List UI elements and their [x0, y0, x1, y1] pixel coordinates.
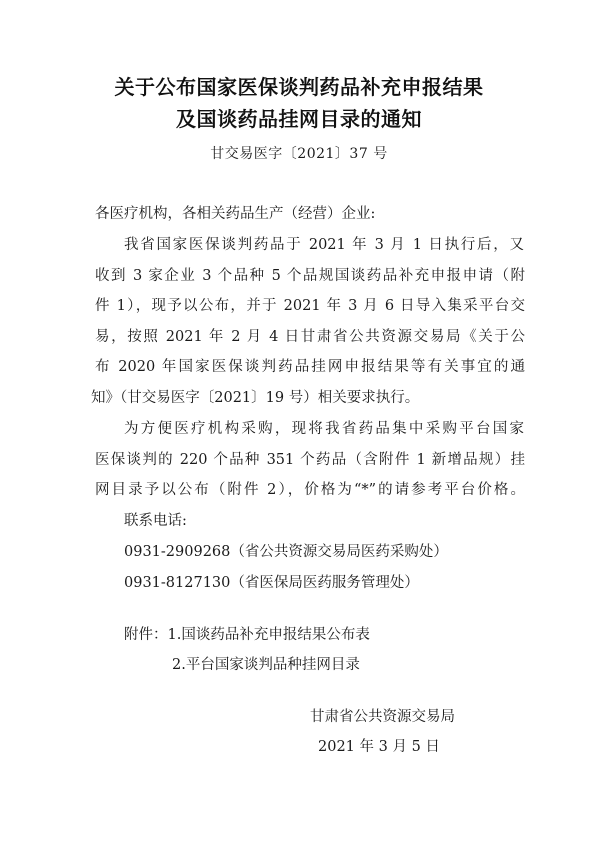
salutation: 各医疗机构，各相关药品生产（经营）企业:: [95, 206, 376, 222]
attachment-item-1: 附件：1.国谈药品补充申报结果公布表: [124, 627, 370, 643]
document-number: 甘交易医字〔2021〕37 号: [210, 146, 388, 162]
contact-label: 联系电话:: [124, 513, 187, 529]
paragraph-2-line: 为方便医疗机构采购，现将我省药品集中采购平台国家: [124, 421, 524, 437]
paragraph-1-line: 件 1），现予以公布，并于 2021 年 3 月 6 日导入集采平台交: [95, 298, 525, 314]
paragraph-1-line: 易，按照 2021 年 2 月 4 日甘肃省公共资源交易局《关于公: [95, 329, 525, 345]
paragraph-2-line: 网目录予以公布（附件 2），价格为“*”的请参考平台价格。: [95, 482, 525, 498]
paragraph-1-line: 知》（甘交易医字〔2021〕19 号）相关要求执行。: [91, 390, 420, 406]
document-title-line-1: 关于公布国家医保谈判药品补充申报结果: [114, 75, 484, 99]
signature-organization: 甘肃省公共资源交易局: [310, 709, 455, 725]
paragraph-1-line: 收到 3 家企业 3 个品种 5 个品规国谈药品补充申报申请（附: [95, 268, 525, 284]
contact-phone-2: 0931-8127130（省医保局医药服务管理处）: [124, 575, 419, 591]
contact-phone-1: 0931-2909268（省公共资源交易局医药采购处）: [124, 544, 448, 560]
paragraph-1-line: 布 2020 年国家医保谈判药品挂网申报结果等有关事宜的通: [95, 359, 525, 375]
paragraph-2-line: 医保谈判的 220 个品种 351 个药品（含附件 1 新增品规）挂: [95, 452, 525, 468]
attachment-item-2: 2.平台国家谈判品种挂网目录: [172, 657, 360, 673]
document-title-line-2: 及国谈药品挂网目录的通知: [176, 107, 422, 131]
signature-date: 2021 年 3 月 5 日: [318, 739, 440, 755]
paragraph-1-line: 我省国家医保谈判药品于 2021 年 3 月 1 日执行后，又: [124, 237, 524, 253]
